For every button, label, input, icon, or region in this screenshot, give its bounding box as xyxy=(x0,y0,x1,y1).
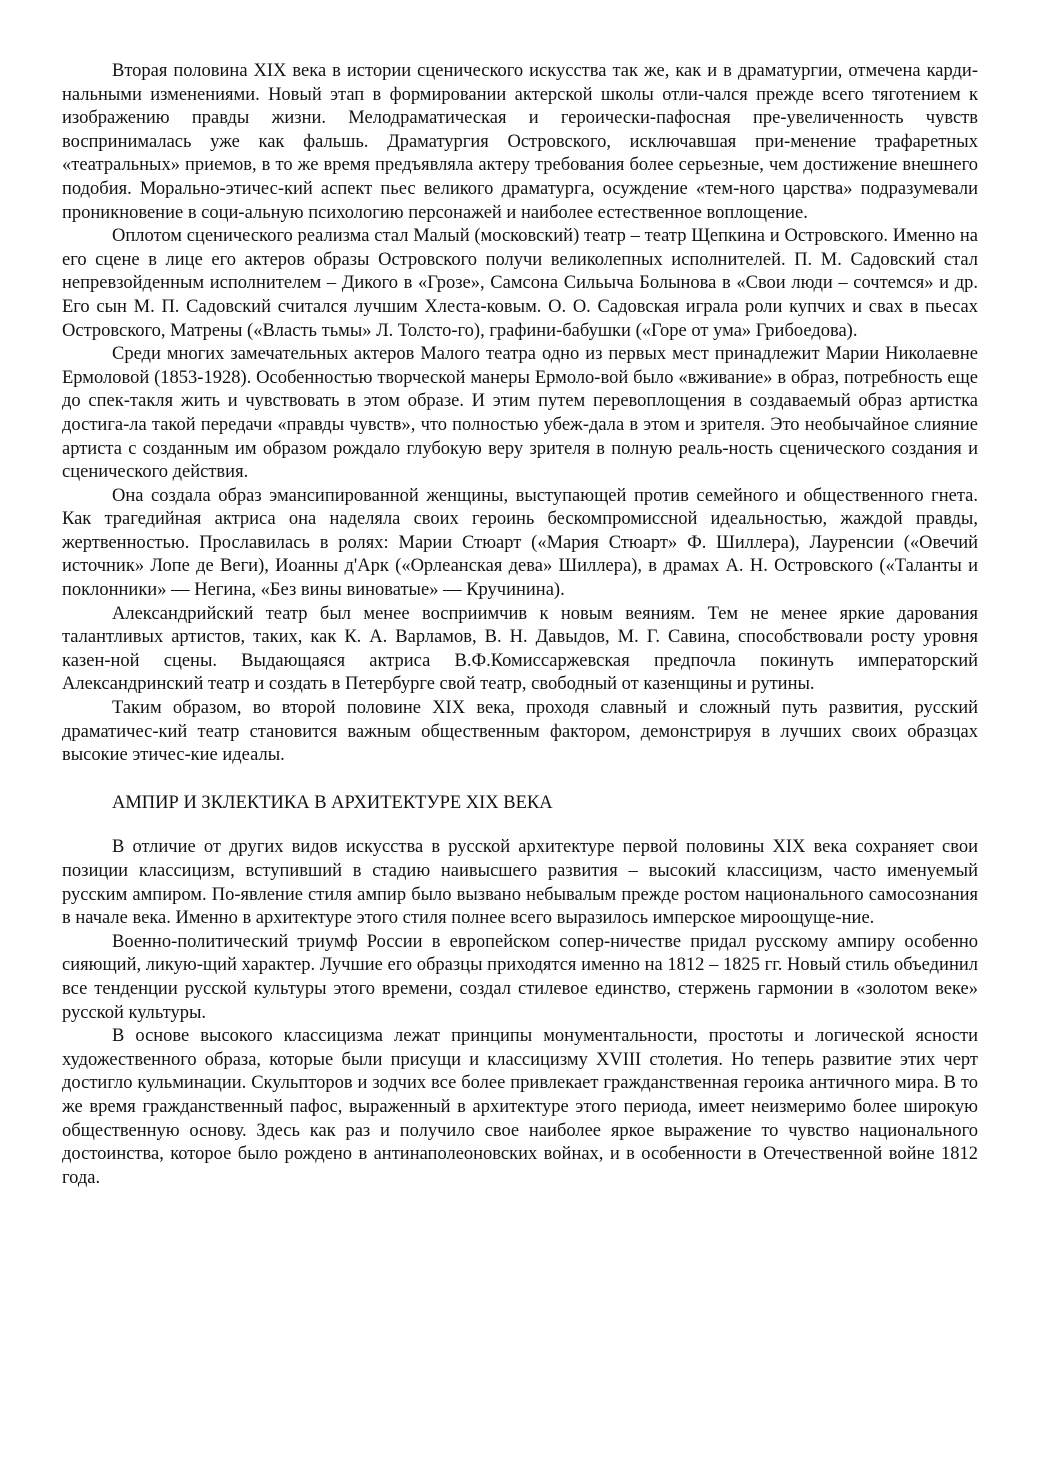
paragraph: Она создала образ эмансипированной женщины, выступающей против семейного и общественного гнета. Как трагедийная актриса она наделяла своих героинь бескомпромиссной идеальностью, жаждой правды, жертвенностью. Прославилась в ролях: Марии Стюарт («Мария Стюарт» Ф. Шиллера), Лауренсии («Овечий источник» Лопе де Веги), Иоанны д'Арк («Орлеанская дева» Шиллера), в драмах А. Н. Островского («Таланты и поклонники» — Негина, «Без вины виноватые» — Кручинина). xyxy=(62,485,978,601)
paragraph: В основе высокого классицизма лежат принципы монументальности, простоты и логической ясности художественного образа, которые были присущи и классицизму XVIII столетия. Но теперь развитие этих черт достигло кульминации. Скульпторов и зодчих все более привлекает гражданственная героика античного мира. В то же время гражданственный пафос, выраженный в архитектуре этого периода, имеет неизмеримо более широкую общественную основу. Здесь как раз и получило свое наиболее яркое выражение то чувство национального достоинства, которое было рождено в антинаполеоновских войнах, и в особенности в Отечественной войне 1812 года. xyxy=(62,1026,978,1188)
paragraph: Среди многих замечательных актеров Малого театра одно из первых мест принадлежит Марии Николаевне Ермоловой (1853-1928). Особенностью творческой манеры Ермоло-вой было «вживание» в образ, потребность еще до спек-такля жить и чувствовать в этом образе. И этим путем перевоплощения в создаваемый образ артистка достига-ла такой передачи «правды чувств», что полностью убеж-дала в этом и зрителя. Это необычайное слияние артиста с созданным им образом рождало глубокую веру зрителя в полную реаль-ность сценического создания и сценического действия. xyxy=(62,344,978,483)
document-page xyxy=(62,60,978,1190)
paragraph: Вторая половина XIX века в истории сценического искусства так же, как и в драматургии, отмечена карди-нальными изменениями. Новый этап в формировании актерской школы отли-чался прежде всего тяготением к изображению правды жизни. Мелодраматическая и героически-пафосная пре-увеличенность чувств воспринималась уже как фальшь. Драматургия Островского, исключавшая при-менение трафаретных «театральных» приемов, в то же время предъявляла актеру требования более серьезные, чем достижение внешнего подобия. Морально-этичес-кий аспект пьес великого драматурга, осуждение «тем-ного царства» подразумевали проникновение в соци-альную психологию персонажей и наиболее естественное воплощение. xyxy=(62,61,978,223)
paragraph: Александрийский театр был менее восприимчив к новым веяниям. Тем не менее яркие дарования талантливых артистов, таких, как К. А. Варламов, В. Н. Давыдов, М. Г. Савина, способствовали росту уровня казен-ной сцены. Выдающаяся актриса В.Ф.Комиссаржевская предпочла покинуть императорский Александринский театр и создать в Петербурге свой театр, свободный от казенщины и рутины. xyxy=(62,603,978,695)
paragraph: Военно-политический триумф России в европейском сопер-ничестве придал русскому ампиру особенно сияющий, ликую-щий характер. Лучшие его образцы приходятся именно на 1812 – 1825 гг. Новый стиль объединил все тенденции русской культуры этого времени, создал стилевое единство, стержень гармонии в «золотом веке» русской культуры. xyxy=(62,931,978,1023)
paragraph: Оплотом сценического реализма стал Малый (московский) театр – театр Щепкина и Островского. Именно на его сцене в лице его актеров образы Островского получи великолепных исполнителей. П. М. Садовский стал непревзойденным исполнителем – Дикого в «Грозе», Самсона Сильыча Болынова в «Свои люди – сочтемся» и др. Его сын М. П. Садовский считался лучшим Хлеста-ковым. О. О. Садовская играла роли купчих и свах в пьесах Островского, Матрены («Власть тьмы» Л. Толсто-го), графини-бабушки («Горе от ума» Грибоедова). xyxy=(62,226,978,341)
paragraph: Таким образом, во второй половине XIX века, проходя славный и сложный путь развития, русский драматичес-кий театр становится важным общественным фактором, демонстрируя в лучших своих образцах высокие этичес-кие идеалы. xyxy=(62,698,978,766)
paragraph: В отличие от других видов искусства в русской архитектуре первой половины XIX века сохраняет свои позиции классицизм, вступивший в стадию наивысшего развития – высокий классицизм, часто именуемый русским ампиром. По-явление стиля ампир было вызвано небывалым прежде ростом национального самосознания в начале века. Именно в архитектуре этого стиля полнее всего выразилось имперское мироощуще-ние. xyxy=(62,837,978,929)
section-heading: АМПИР И ЗКЛЕКТИКА В АРХИТЕКТУРЕ XIX ВЕКА xyxy=(112,792,553,813)
